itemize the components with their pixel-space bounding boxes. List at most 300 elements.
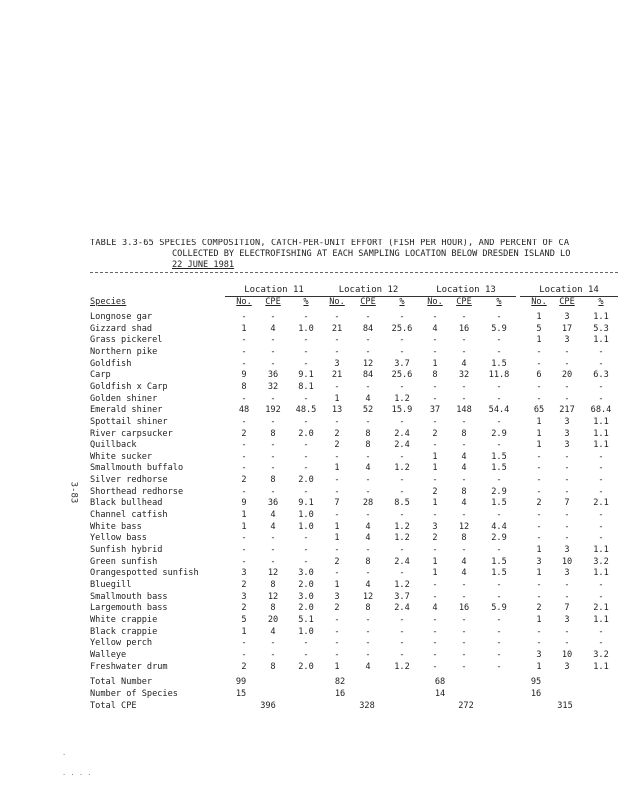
table-cell: 20 (561, 370, 573, 381)
species-name: Goldfish x Carp (90, 381, 168, 392)
table-cell: 3.7 (394, 591, 410, 602)
species-name: Smallmouth buffalo (90, 463, 184, 474)
table-cell: - (432, 510, 438, 521)
table-cell: 1.1 (593, 568, 609, 579)
table-cell: 8 (270, 603, 276, 614)
table-cell: 12 (267, 591, 279, 602)
caption-line-1: TABLE 3.3-65 SPECIES COMPOSITION, CATCH-PER-UNIT EFFORT (FISH PER HOUR), AND PERCENT OF CA (90, 239, 570, 248)
table-cell: 48.5 (295, 405, 317, 416)
caption-date: 22 JUNE 1981 (172, 260, 235, 270)
totals-row (0, 690, 618, 701)
table-cell: - (399, 475, 405, 486)
table-cell: 1.1 (593, 312, 609, 322)
table-cell: - (334, 545, 340, 555)
table-cell: - (598, 533, 604, 544)
table-row (0, 418, 618, 429)
table-cell: 1 (536, 440, 542, 451)
table-cell: 8 (270, 661, 276, 672)
table-cell: - (270, 545, 276, 555)
table-cell: - (536, 346, 542, 357)
column-header: % (496, 297, 502, 307)
species-name: White crappie (90, 614, 158, 625)
table-cell: - (536, 579, 542, 590)
table-cell: - (496, 626, 502, 637)
table-cell: 8 (241, 381, 247, 392)
totals-label: Number of Species (90, 689, 178, 699)
column-header-row (0, 298, 618, 309)
table-cell: - (334, 649, 340, 660)
totals-cell: 68 (434, 677, 446, 687)
column-header: CPE (456, 297, 472, 307)
species-name: Goldfish (90, 358, 132, 369)
table-cell: 1 (334, 661, 340, 672)
totals-cell: 328 (359, 701, 375, 711)
table-cell: - (365, 614, 371, 625)
table-cell: 4 (270, 510, 276, 521)
table-cell: - (461, 579, 467, 590)
table-cell: - (432, 545, 438, 555)
table-cell: - (432, 381, 438, 392)
table-cell: - (399, 451, 405, 462)
column-header: CPE (360, 297, 376, 307)
table-cell: - (270, 346, 276, 357)
table-row (0, 523, 618, 534)
table-cell: 3 (432, 521, 438, 532)
table-cell: 3.0 (298, 568, 314, 579)
species-name: Channel catfish (90, 510, 168, 521)
table-cell: - (461, 614, 467, 625)
table-cell: 1.2 (394, 521, 410, 532)
table-cell: - (365, 568, 371, 579)
totals-cell: 315 (557, 701, 573, 711)
table-cell: 2 (334, 428, 340, 439)
table-cell: - (399, 614, 405, 625)
table-cell: - (241, 312, 247, 322)
table-row (0, 395, 618, 406)
page-number-label: 3-83 (68, 481, 79, 504)
species-name: Bluegill (90, 579, 132, 590)
table-cell: - (241, 346, 247, 357)
table-cell: - (334, 335, 340, 346)
species-name: White bass (90, 521, 142, 532)
table-cell: - (496, 649, 502, 660)
totals-cell: 95 (530, 677, 542, 687)
table-cell: 4 (461, 358, 467, 369)
table-cell: - (303, 393, 309, 404)
table-cell: 15.9 (391, 405, 413, 416)
table-cell: - (461, 440, 467, 451)
table-cell: - (536, 591, 542, 602)
table-cell: - (536, 358, 542, 369)
table-cell: - (564, 346, 570, 357)
table-cell: 1.1 (593, 335, 609, 346)
table-cell: 8 (270, 428, 276, 439)
table-row (0, 628, 618, 639)
column-header: % (303, 297, 309, 307)
table-cell: - (496, 638, 502, 649)
table-cell: - (536, 451, 542, 462)
table-cell: 8 (461, 428, 467, 439)
species-name: Quillback (90, 440, 137, 451)
table-cell: - (399, 381, 405, 392)
table-cell: 9.1 (298, 370, 314, 381)
table-cell: - (365, 510, 371, 521)
table-cell: - (461, 626, 467, 637)
table-cell: 2 (432, 486, 438, 497)
table-cell: 1 (432, 498, 438, 509)
table-cell: - (461, 312, 467, 322)
table-cell: - (461, 591, 467, 602)
table-cell: - (241, 393, 247, 404)
table-cell: - (564, 358, 570, 369)
table-cell: 4 (365, 579, 371, 590)
table-cell: 9 (241, 498, 247, 509)
table-cell: - (432, 346, 438, 357)
table-cell: - (365, 416, 371, 427)
table-cell: - (598, 638, 604, 649)
table-cell: 1 (432, 568, 438, 579)
table-cell: - (334, 568, 340, 579)
table-cell: 2.9 (491, 486, 507, 497)
table-cell: 1 (241, 323, 247, 334)
species-name: Shorthead redhorse (90, 486, 184, 497)
table-cell: 8 (365, 440, 371, 451)
table-cell: 25.6 (391, 323, 413, 334)
totals-cell: 16 (530, 689, 542, 699)
table-cell: - (536, 463, 542, 474)
table-cell: - (303, 545, 309, 555)
table-cell: - (598, 393, 604, 404)
table-cell: - (461, 393, 467, 404)
table-cell: 8 (365, 603, 371, 614)
location-heading: Location 12 (338, 285, 399, 295)
table-cell: - (334, 312, 340, 322)
table-cell: 3 (564, 545, 570, 555)
table-cell: - (432, 614, 438, 625)
table-cell: 1.5 (491, 568, 507, 579)
table-cell: 32 (458, 370, 470, 381)
table-cell: 3 (564, 335, 570, 346)
table-cell: 2.1 (593, 603, 609, 614)
table-cell: 3 (564, 661, 570, 672)
species-name: Largemouth bass (90, 603, 168, 614)
table-cell: 148 (456, 405, 472, 416)
table-cell: 7 (564, 603, 570, 614)
table-cell: - (365, 486, 371, 497)
table-row (0, 360, 618, 371)
totals-cell: 82 (334, 677, 346, 687)
table-cell: - (496, 661, 502, 672)
table-cell: 7 (334, 498, 340, 509)
table-cell: - (496, 579, 502, 590)
table-row (0, 569, 618, 580)
table-cell: - (303, 649, 309, 660)
table-cell: 1.2 (394, 661, 410, 672)
table-row (0, 371, 618, 382)
table-row (0, 639, 618, 650)
table-cell: 1 (432, 556, 438, 567)
table-cell: - (365, 451, 371, 462)
table-cell: 5.1 (298, 614, 314, 625)
table-cell: 2.4 (394, 428, 410, 439)
species-name: Smallmouth bass (90, 591, 168, 602)
table-row (0, 534, 618, 545)
table-cell: 12 (362, 591, 374, 602)
table-cell: 1.1 (593, 440, 609, 451)
table-cell: - (461, 381, 467, 392)
table-cell: 2.0 (298, 579, 314, 590)
table-cell: - (303, 358, 309, 369)
table-cell: - (598, 346, 604, 357)
table-cell: - (270, 649, 276, 660)
table-cell: 4.4 (491, 521, 507, 532)
table-row (0, 430, 618, 441)
table-cell: - (365, 346, 371, 357)
table-cell: 1 (536, 614, 542, 625)
table-cell: - (564, 451, 570, 462)
table-cell: - (334, 416, 340, 427)
table-cell: - (432, 579, 438, 590)
table-cell: 2.4 (394, 603, 410, 614)
table-cell: - (399, 626, 405, 637)
table-row (0, 453, 618, 464)
table-cell: - (303, 463, 309, 474)
table-cell: - (399, 545, 405, 555)
table-cell: - (461, 661, 467, 672)
table-cell: 5 (241, 614, 247, 625)
table-cell: - (365, 545, 371, 555)
table-cell: 2 (241, 475, 247, 486)
table-cell: 4 (365, 393, 371, 404)
table-cell: 1.5 (491, 358, 507, 369)
table-cell: 4 (432, 603, 438, 614)
table-cell: - (564, 579, 570, 590)
table-row (0, 558, 618, 569)
table-cell: 6.3 (593, 370, 609, 381)
species-name: Silver redhorse (90, 475, 168, 486)
table-cell: 1.5 (491, 498, 507, 509)
table-cell: 3 (564, 312, 570, 322)
table-cell: 6 (536, 370, 542, 381)
table-cell: 8 (432, 370, 438, 381)
table-cell: - (564, 591, 570, 602)
table-cell: 3 (241, 568, 247, 579)
table-cell: - (270, 393, 276, 404)
totals-cell: 16 (334, 689, 346, 699)
table-cell: 84 (362, 323, 374, 334)
table-cell: 8 (270, 579, 276, 590)
table-cell: 1 (241, 626, 247, 637)
table-cell: 1.0 (298, 510, 314, 521)
table-cell: - (241, 440, 247, 451)
table-caption (90, 239, 618, 272)
table-cell: 54.4 (488, 405, 510, 416)
table-cell: - (399, 568, 405, 579)
table-cell: - (270, 556, 276, 567)
species-name: Emerald shiner (90, 405, 163, 416)
table-cell: 4 (365, 533, 371, 544)
totals-cell: 272 (458, 701, 474, 711)
table-cell: - (598, 579, 604, 590)
table-cell: 1 (536, 568, 542, 579)
table-cell: - (270, 440, 276, 451)
table-cell: 4 (461, 451, 467, 462)
table-cell: - (598, 463, 604, 474)
table-cell: 2.1 (593, 498, 609, 509)
table-cell: - (461, 649, 467, 660)
table-cell: - (334, 381, 340, 392)
table-cell: 8 (461, 533, 467, 544)
location-heading: Location 13 (436, 285, 496, 295)
table-cell: - (461, 335, 467, 346)
table-cell: - (496, 393, 502, 404)
table-cell: 1.1 (593, 416, 609, 427)
table-cell: 192 (265, 405, 281, 416)
table-row (0, 546, 618, 557)
table-cell: - (270, 358, 276, 369)
table-cell: 8.1 (298, 381, 314, 392)
table-cell: 1.1 (593, 545, 609, 555)
table-cell: - (270, 416, 276, 427)
table-cell: 1 (334, 533, 340, 544)
table-cell: - (496, 440, 502, 451)
table-cell: 2.0 (298, 661, 314, 672)
table-row (0, 593, 618, 604)
table-cell: 2.4 (394, 440, 410, 451)
table-cell: - (536, 521, 542, 532)
table-cell: 2 (536, 603, 542, 614)
table-cell: - (241, 358, 247, 369)
table-cell: 4 (461, 498, 467, 509)
species-name: Spottail shiner (90, 416, 168, 427)
table-cell: - (432, 649, 438, 660)
table-cell: - (303, 533, 309, 544)
table-cell: - (334, 614, 340, 625)
table-cell: 1 (334, 579, 340, 590)
table-cell: 1.1 (593, 661, 609, 672)
table-cell: - (496, 346, 502, 357)
table-cell: 5.9 (491, 323, 507, 334)
table-cell: 3 (334, 591, 340, 602)
table-cell: - (270, 533, 276, 544)
table-cell: 21 (331, 323, 343, 334)
table-cell: - (270, 335, 276, 346)
table-cell: 2.4 (394, 556, 410, 567)
table-cell: 1 (536, 335, 542, 346)
table-cell: 1 (241, 521, 247, 532)
table-cell: 1.1 (593, 428, 609, 439)
species-name: Grass pickerel (90, 335, 163, 346)
table-cell: 12 (458, 521, 470, 532)
table-cell: - (270, 463, 276, 474)
table-cell: - (496, 416, 502, 427)
table-cell: - (334, 638, 340, 649)
species-name: Carp (90, 370, 111, 381)
table-cell: - (564, 381, 570, 392)
table-cell: - (365, 649, 371, 660)
table-cell: 2.9 (491, 533, 507, 544)
table-cell: 1 (536, 312, 542, 322)
table-cell: - (334, 346, 340, 357)
table-cell: 10 (561, 556, 573, 567)
table-cell: 7 (564, 498, 570, 509)
table-cell: - (432, 661, 438, 672)
table-cell: - (365, 335, 371, 346)
table-cell: - (303, 638, 309, 649)
totals-cell: 15 (235, 689, 247, 699)
table-row (0, 464, 618, 475)
table-cell: - (598, 510, 604, 521)
column-header: No. (427, 297, 443, 307)
table-cell: 16 (458, 603, 470, 614)
caption-rule (90, 272, 618, 273)
table-cell: - (598, 381, 604, 392)
column-header: % (598, 297, 604, 307)
table-cell: 2 (334, 440, 340, 451)
table-cell: 3 (241, 591, 247, 602)
table-row (0, 581, 618, 592)
table-cell: 4 (432, 323, 438, 334)
table-cell: - (432, 626, 438, 637)
table-cell: - (432, 591, 438, 602)
table-cell: - (399, 638, 405, 649)
table-cell: 4 (365, 521, 371, 532)
table-cell: 1 (536, 545, 542, 555)
species-name: Orangespotted sunfish (90, 568, 199, 579)
totals-cell: 99 (235, 677, 247, 687)
table-cell: 1 (536, 661, 542, 672)
table-cell: 4 (270, 521, 276, 532)
table-cell: 3 (536, 649, 542, 660)
totals-label: Total Number (90, 677, 153, 687)
species-name: Freshwater drum (90, 661, 168, 672)
table-cell: - (496, 591, 502, 602)
table-cell: - (496, 335, 502, 346)
table-cell: - (496, 312, 502, 322)
table-cell: 3 (564, 614, 570, 625)
table-cell: - (496, 510, 502, 521)
table-cell: 12 (362, 358, 374, 369)
table-cell: 65 (533, 405, 545, 416)
table-cell: 12 (267, 568, 279, 579)
table-cell: 1.5 (491, 463, 507, 474)
table-cell: - (241, 335, 247, 346)
table-cell: - (536, 626, 542, 637)
column-header: CPE (265, 297, 281, 307)
table-cell: 1.1 (593, 614, 609, 625)
table-cell: - (564, 486, 570, 497)
table-cell: - (303, 486, 309, 497)
table-cell: 3.2 (593, 649, 609, 660)
table-cell: 217 (559, 405, 575, 416)
species-name: Gizzard shad (90, 323, 153, 334)
table-cell: - (241, 545, 247, 555)
table-row (0, 616, 618, 627)
table-cell: - (303, 556, 309, 567)
totals-label: Total CPE (90, 701, 137, 711)
table-cell: 8 (461, 486, 467, 497)
table-cell: 4 (461, 556, 467, 567)
species-name: River carpsucker (90, 428, 173, 439)
table-cell: - (334, 475, 340, 486)
species-name: Black crappie (90, 626, 158, 637)
table-cell: 1 (432, 451, 438, 462)
table-cell: 2.9 (491, 428, 507, 439)
table-cell: - (598, 626, 604, 637)
table-cell: - (241, 463, 247, 474)
totals-row (0, 702, 618, 713)
table-row (0, 488, 618, 499)
